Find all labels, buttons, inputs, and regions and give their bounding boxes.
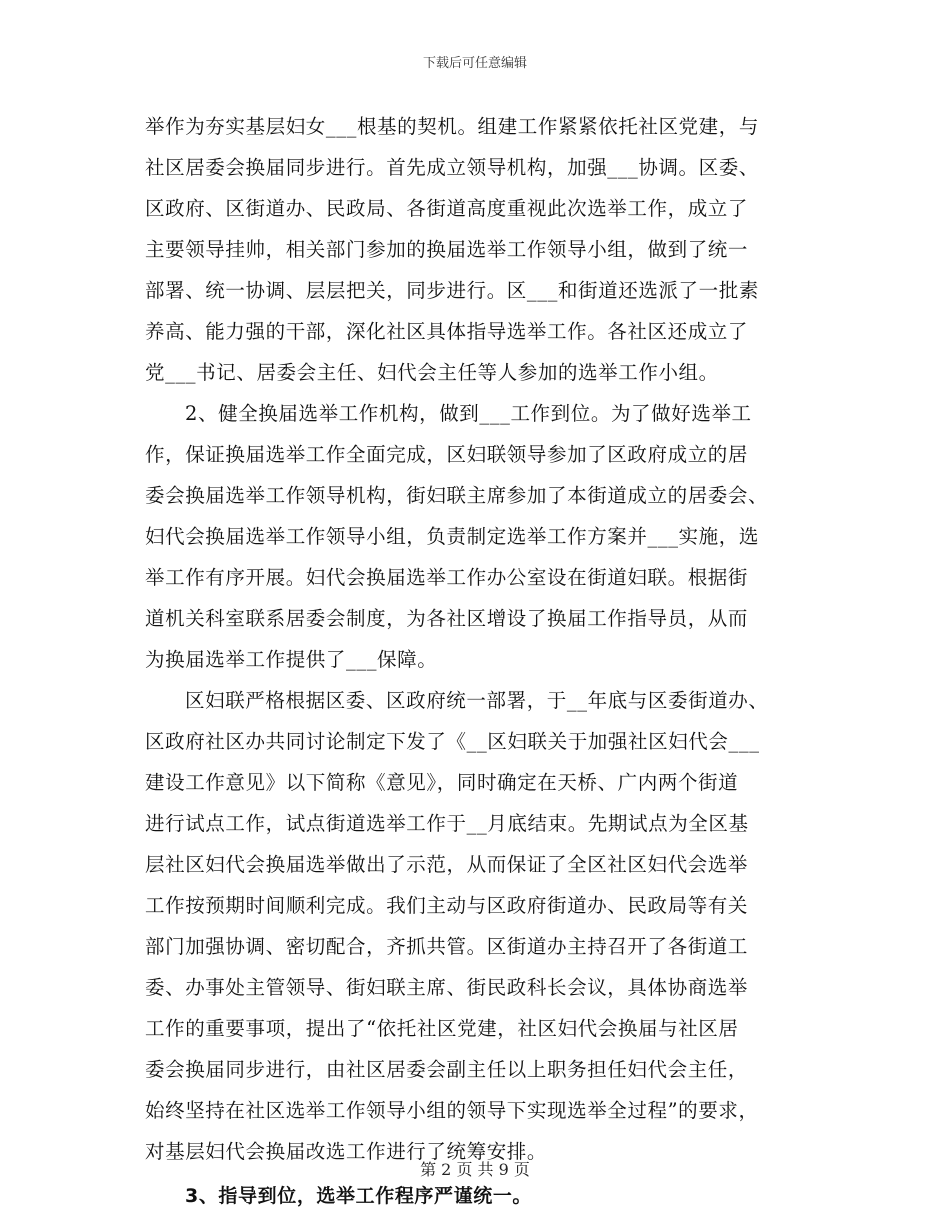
section-heading: 3、指导到位，选举工作程序严谨统一。 [185,1185,533,1207]
document-body [145,106,810,1217]
text-line: 始终坚持在社区选举工作领导小组的领导下实现选举全过程”的要求， [145,1099,759,1122]
text-line: 委会换届选举工作领导机构，街妇联主席参加了本街道成立的居委会、 [145,484,769,507]
page-header: 下载后可任意编辑 [422,56,527,71]
text-line: 主要领导挂帅，相关部门参加的换届选举工作领导小组，做到了统一 [145,238,749,261]
text-line: 部门加强协调、密切配合，齐抓共管。区街道办主持召开了各街道工 [145,935,749,958]
text-line: 区政府、区街道办、民政局、各街道高度重视此次选举工作，成立了 [145,197,749,220]
paragraph-start-line: 2、健全换届选举工作机构，做到___工作到位。为了做好选举工 [185,402,752,425]
text-line: 层社区妇代会换届选举做出了示范，从而保证了全区社区妇代会选举 [145,853,749,876]
text-line: 工作按预期时间顺利完成。我们主动与区政府街道办、民政局等有关 [145,894,749,917]
text-line: 举作为夯实基层妇女___根基的契机。组建工作紧紧依托社区党建，与 [145,115,759,138]
text-line: 部署、统一协调、层层把关，同步进行。区___和街道还选派了一批素 [145,279,759,302]
text-line: 社区居委会换届同步进行。首先成立领导机构，加强___协调。区委、 [145,156,759,179]
text-line: 进行试点工作，试点街道选举工作于__月底结束。先期试点为全区基 [145,812,749,835]
text-line: 为换届选举工作提供了___保障。 [145,648,438,671]
text-line: 道机关科室联系居委会制度，为各社区增设了换届工作指导员，从而 [145,607,749,630]
text-line: 养高、能力强的干部，深化社区具体指导选举工作。各社区还成立了 [145,320,749,343]
text-line: 作，保证换届选举工作全面完成，区妇联领导参加了区政府成立的居 [145,443,749,466]
paragraph-start-line: 区妇联严格根据区委、区政府统一部署，于__年底与区委街道办、 [185,689,769,712]
text-line: 党___书记、居委会主任、妇代会主任等人参加的选举工作小组。 [145,361,719,384]
text-line: 举工作有序开展。妇代会换届选举工作办公室设在街道妇联。根据街 [145,566,749,589]
text-line: 区政府社区办共同讨论制定下发了《__区妇联关于加强社区妇代会___ [145,730,760,753]
text-line: 建设工作意见》以下简称《意见》，同时确定在天桥、广内两个街道 [145,771,739,794]
page-number: 第 2 页 共 9 页 [420,1160,530,1179]
text-line: 工作的重要事项，提出了“依托社区党建，社区妇代会换届与社区居 [145,1017,739,1040]
text-line: 委、办事处主管领导、街妇联主席、街民政科长会议，具体协商选举 [145,976,749,999]
text-line: 妇代会换届选举工作领导小组，负责制定选举工作方案并___实施，选 [145,525,759,548]
text-line: 委会换届同步进行，由社区居委会副主任以上职务担任妇代会主任， [145,1058,749,1081]
text-line: 对基层妇代会换届改选工作进行了统筹安排。 [145,1140,548,1163]
